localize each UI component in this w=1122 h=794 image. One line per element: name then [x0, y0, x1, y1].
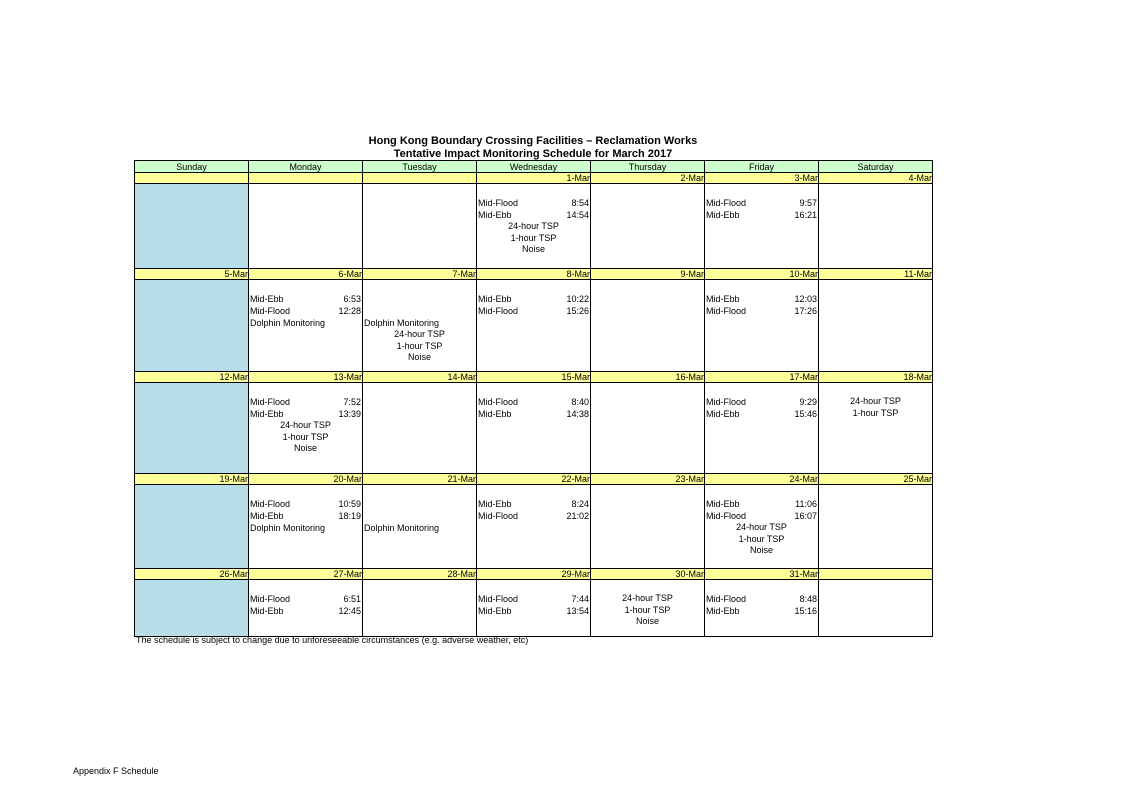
tide-label: Mid-Flood — [706, 594, 747, 604]
tide-time: 15:16 — [794, 606, 817, 616]
day-cell — [363, 485, 477, 569]
tide-entry — [705, 293, 818, 305]
monitoring-entry: 24-hour TSP — [736, 522, 787, 532]
tide-time: 14:38 — [566, 409, 589, 419]
tide-time: 17:26 — [794, 306, 817, 316]
date-cell: 21-Mar — [363, 474, 477, 485]
monitoring-entry: 24-hour TSP — [280, 420, 331, 430]
monitoring-entry: 24-hour TSP — [394, 329, 445, 339]
tide-entry — [249, 305, 362, 317]
tide-label: Mid-Ebb — [250, 294, 284, 304]
date-row — [135, 173, 933, 184]
tide-label: Mid-Flood — [250, 499, 291, 509]
monitoring-entry: Noise — [521, 244, 545, 254]
monitoring-entry: 1-hour TSP — [852, 407, 899, 418]
blank-line — [363, 498, 476, 510]
day-header-sunday: Sunday — [135, 161, 249, 173]
date-cell: 15-Mar — [477, 372, 591, 383]
tide-time: 16:07 — [794, 511, 817, 521]
day-header-row — [135, 161, 933, 173]
day-header-thursday: Thursday — [591, 161, 705, 173]
monitoring-entry: 1-hour TSP — [510, 232, 557, 243]
day-cell — [135, 580, 249, 637]
tide-time: 13:39 — [338, 409, 361, 419]
day-cell — [249, 580, 363, 637]
day-cell — [363, 280, 477, 372]
date-row — [135, 569, 933, 580]
date-cell: 31-Mar — [705, 569, 819, 580]
tide-time: 21:02 — [566, 511, 589, 521]
day-cell — [591, 485, 705, 569]
day-cell — [591, 280, 705, 372]
week-row — [135, 184, 933, 269]
monitoring-entry: 24-hour TSP — [622, 593, 673, 603]
day-cell — [249, 383, 363, 474]
tide-label: Mid-Ebb — [478, 499, 512, 509]
week-row — [135, 580, 933, 637]
tide-time: 10:59 — [338, 499, 361, 509]
monitoring-entry: Dolphin Monitoring — [364, 523, 440, 533]
monitoring-entry: 1-hour TSP — [282, 431, 329, 442]
tide-time: 13:54 — [566, 606, 589, 616]
date-cell: 19-Mar — [135, 474, 249, 485]
tide-entry — [705, 197, 818, 209]
monitoring-entry: Dolphin Monitoring — [250, 318, 326, 328]
monitoring-entry: Noise — [293, 443, 317, 453]
week-row — [135, 485, 933, 569]
tide-time: 11:06 — [795, 499, 817, 509]
date-cell: 25-Mar — [819, 474, 933, 485]
tide-label: Mid-Flood — [706, 198, 747, 208]
tide-entry — [249, 510, 362, 522]
day-cell — [591, 580, 705, 637]
day-cell — [477, 184, 591, 269]
day-cell — [477, 580, 591, 637]
tide-entry — [477, 408, 590, 420]
tide-label: Mid-Flood — [706, 397, 747, 407]
date-cell: 12-Mar — [135, 372, 249, 383]
day-cell — [249, 280, 363, 372]
date-cell: 17-Mar — [705, 372, 819, 383]
tide-entry — [705, 209, 818, 221]
day-cell — [477, 383, 591, 474]
tide-time: 12:45 — [338, 606, 361, 616]
day-header-wednesday: Wednesday — [477, 161, 591, 173]
tide-time: 12:28 — [338, 306, 361, 316]
tide-time: 9:29 — [799, 397, 817, 407]
monitoring-entry: 24-hour TSP — [508, 221, 559, 231]
tide-entry — [249, 408, 362, 420]
date-cell — [249, 173, 363, 184]
date-cell: 13-Mar — [249, 372, 363, 383]
date-row — [135, 372, 933, 383]
tide-entry — [249, 498, 362, 510]
day-cell — [591, 184, 705, 269]
tide-entry — [477, 498, 590, 510]
tide-label: Mid-Ebb — [478, 210, 512, 220]
day-cell — [135, 280, 249, 372]
date-cell: 1-Mar — [477, 173, 591, 184]
tide-entry — [705, 510, 818, 522]
day-cell — [705, 383, 819, 474]
date-cell: 16-Mar — [591, 372, 705, 383]
blank-line — [363, 510, 476, 522]
tide-entry — [477, 593, 590, 605]
day-cell — [705, 485, 819, 569]
tide-label: Mid-Flood — [250, 397, 291, 407]
date-cell — [135, 173, 249, 184]
date-cell: 2-Mar — [591, 173, 705, 184]
day-cell — [591, 383, 705, 474]
day-cell — [249, 184, 363, 269]
monitoring-entry: 24-hour TSP — [850, 396, 901, 406]
date-cell: 22-Mar — [477, 474, 591, 485]
date-cell: 28-Mar — [363, 569, 477, 580]
date-cell — [363, 173, 477, 184]
tide-label: Mid-Flood — [706, 511, 747, 521]
tide-label: Mid-Ebb — [706, 409, 740, 419]
tide-label: Mid-Ebb — [250, 606, 284, 616]
day-cell — [249, 485, 363, 569]
tide-label: Mid-Ebb — [706, 606, 740, 616]
date-cell: 24-Mar — [705, 474, 819, 485]
monitoring-entry: Noise — [407, 352, 431, 362]
day-cell — [477, 280, 591, 372]
tide-entry — [249, 605, 362, 617]
date-cell: 30-Mar — [591, 569, 705, 580]
tide-label: Mid-Ebb — [478, 294, 512, 304]
date-cell: 8-Mar — [477, 269, 591, 280]
day-header-monday: Monday — [249, 161, 363, 173]
tide-entry — [477, 510, 590, 522]
tide-time: 6:53 — [343, 294, 361, 304]
day-cell — [705, 184, 819, 269]
date-cell: 5-Mar — [135, 269, 249, 280]
tide-time: 8:24 — [571, 499, 589, 509]
tide-label: Mid-Ebb — [478, 409, 512, 419]
tide-label: Mid-Ebb — [250, 409, 284, 419]
day-cell — [135, 184, 249, 269]
day-cell — [819, 280, 933, 372]
schedule-title: Hong Kong Boundary Crossing Facilities – Reclamation Works — [368, 135, 698, 147]
day-cell — [819, 383, 933, 474]
calendar-table — [134, 160, 933, 637]
tide-entry — [249, 593, 362, 605]
tide-label: Mid-Flood — [478, 397, 519, 407]
tide-label: Mid-Ebb — [478, 606, 512, 616]
date-cell: 27-Mar — [249, 569, 363, 580]
monitoring-entry: Noise — [635, 616, 659, 626]
tide-time: 6:51 — [343, 594, 361, 604]
date-cell: 3-Mar — [705, 173, 819, 184]
day-header-friday: Friday — [705, 161, 819, 173]
day-cell — [135, 383, 249, 474]
day-cell — [819, 580, 933, 637]
tide-entry — [477, 605, 590, 617]
date-cell — [819, 569, 933, 580]
tide-label: Mid-Flood — [478, 198, 519, 208]
tide-time: 8:54 — [571, 198, 589, 208]
day-cell — [705, 580, 819, 637]
tide-entry — [477, 197, 590, 209]
tide-label: Mid-Ebb — [706, 210, 740, 220]
tide-time: 18:19 — [338, 511, 361, 521]
tide-time: 7:52 — [343, 397, 361, 407]
tide-label: Mid-Ebb — [250, 511, 284, 521]
monitoring-entry: 1-hour TSP — [738, 533, 785, 544]
tide-entry — [705, 498, 818, 510]
week-row — [135, 280, 933, 372]
tide-label: Mid-Flood — [478, 306, 519, 316]
tide-time: 8:40 — [571, 397, 589, 407]
tide-entry — [477, 396, 590, 408]
date-cell: 26-Mar — [135, 569, 249, 580]
tide-time: 9:57 — [799, 198, 817, 208]
tide-entry — [249, 396, 362, 408]
day-cell — [363, 383, 477, 474]
tide-entry — [249, 293, 362, 305]
date-cell: 20-Mar — [249, 474, 363, 485]
date-row — [135, 474, 933, 485]
monitoring-entry: Dolphin Monitoring — [250, 523, 326, 533]
monitoring-entry: Dolphin Monitoring — [364, 318, 440, 328]
day-cell — [705, 280, 819, 372]
tide-time: 12:03 — [794, 294, 817, 304]
day-cell — [363, 580, 477, 637]
date-cell: 9-Mar — [591, 269, 705, 280]
date-cell: 10-Mar — [705, 269, 819, 280]
tide-entry — [705, 605, 818, 617]
day-cell — [819, 184, 933, 269]
date-cell: 14-Mar — [363, 372, 477, 383]
page-footer: Appendix F Schedule — [73, 766, 159, 776]
blank-line — [363, 293, 476, 305]
schedule-note: The schedule is subject to change due to unforeseeable circumstances (e.g. adverse weather, etc) — [136, 635, 529, 645]
tide-label: Mid-Flood — [478, 511, 519, 521]
tide-entry — [705, 396, 818, 408]
tide-label: Mid-Flood — [478, 594, 519, 604]
tide-label: Mid-Ebb — [706, 499, 740, 509]
tide-entry — [477, 293, 590, 305]
tide-label: Mid-Ebb — [706, 294, 740, 304]
tide-label: Mid-Flood — [250, 306, 291, 316]
tide-time: 14:54 — [566, 210, 589, 220]
day-cell — [477, 485, 591, 569]
week-row — [135, 383, 933, 474]
monitoring-entry: 1-hour TSP — [396, 340, 443, 351]
tide-time: 10:22 — [566, 294, 589, 304]
tide-time: 7:44 — [571, 594, 589, 604]
date-cell: 4-Mar — [819, 173, 933, 184]
tide-entry — [477, 305, 590, 317]
tide-time: 15:46 — [794, 409, 817, 419]
tide-label: Mid-Flood — [706, 306, 747, 316]
day-header-saturday: Saturday — [819, 161, 933, 173]
schedule-subtitle: Tentative Impact Monitoring Schedule for March 2017 — [393, 148, 673, 160]
date-cell: 23-Mar — [591, 474, 705, 485]
monitoring-entry: 1-hour TSP — [624, 604, 671, 615]
tide-label: Mid-Flood — [250, 594, 291, 604]
day-cell — [135, 485, 249, 569]
date-cell: 11-Mar — [819, 269, 933, 280]
tide-time: 8:48 — [799, 594, 817, 604]
date-cell: 18-Mar — [819, 372, 933, 383]
day-cell — [363, 184, 477, 269]
date-cell: 7-Mar — [363, 269, 477, 280]
monitoring-entry: Noise — [749, 545, 773, 555]
date-row — [135, 269, 933, 280]
day-header-tuesday: Tuesday — [363, 161, 477, 173]
day-cell — [819, 485, 933, 569]
tide-entry — [705, 305, 818, 317]
date-cell: 29-Mar — [477, 569, 591, 580]
tide-entry — [705, 408, 818, 420]
date-cell: 6-Mar — [249, 269, 363, 280]
tide-entry — [477, 209, 590, 221]
blank-line — [363, 305, 476, 317]
tide-time: 15:26 — [566, 306, 589, 316]
tide-entry — [705, 593, 818, 605]
tide-time: 16:21 — [794, 210, 817, 220]
